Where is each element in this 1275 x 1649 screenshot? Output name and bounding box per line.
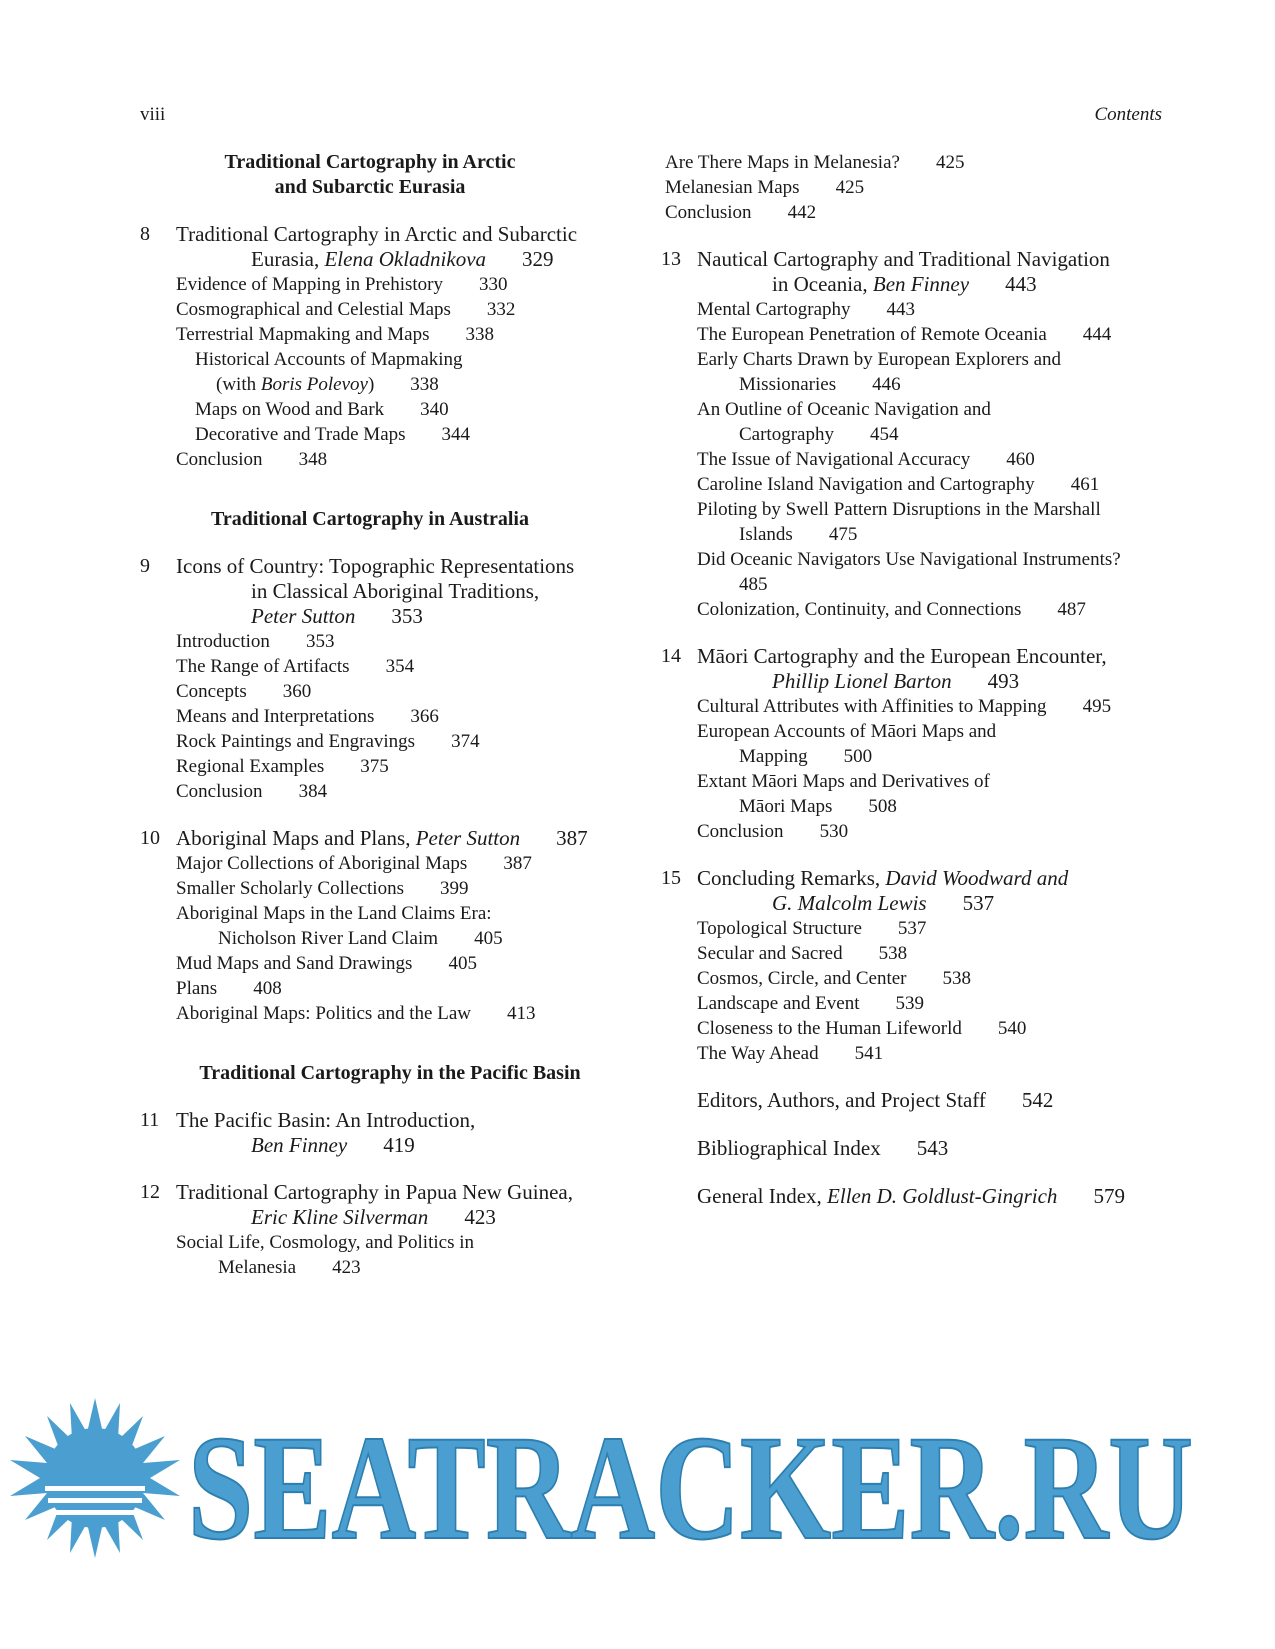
section-title-australia: Traditional Cartography in Australia [211,508,529,530]
chapter-number: 8 [140,223,150,245]
toc-entry: Closeness to the Human Lifeworld 540 [697,1018,1027,1039]
chapter-page: 423 [464,1205,496,1229]
toc-entry: Conclusion 442 [665,202,817,223]
chapter-14 [661,644,1171,844]
chapter-title-cont: Eurasia, [251,247,325,271]
chapter-page: 353 [391,604,423,628]
chapter-number: 15 [661,867,681,889]
chapter-number: 13 [661,248,681,270]
chapter-page: 329 [522,247,554,271]
toc-entry: Conclusion 384 [176,781,328,802]
chapter-9 [140,554,640,804]
toc-end-bibliographical-index: Bibliographical Index 543 [697,1136,949,1160]
toc-entry: Concepts 360 [176,681,312,702]
sun-logo-icon [10,1398,180,1558]
chapter-author: David Woodward and [885,866,1069,890]
toc-entry: Rock Paintings and Engravings 374 [176,731,480,752]
toc-entry: Topological Structure 537 [697,918,927,939]
toc-entry: Mental Cartography 443 [697,299,916,320]
chapter-author: Eric Kline Silverman [251,1205,429,1229]
toc-entry: Are There Maps in Melanesia? 425 [665,152,965,173]
toc-entry: The Range of Artifacts 354 [176,656,415,677]
toc-entry-cont: Islands 475 [739,524,858,545]
chapter-page: 537 [962,891,995,915]
chapter-title: Icons of Country: Topographic Representations [176,554,575,578]
toc-entry-cont: Mapping 500 [739,746,873,767]
section-title-arctic: Traditional Cartography in Arctic and Subarctic Eurasia [224,151,516,198]
chapter-page: 419 [383,1133,415,1157]
toc-entry: Did Oceanic Navigators Use Navigational Instruments? [697,549,1121,570]
toc-entry: Secular and Sacred 538 [697,943,908,964]
toc-entry: Major Collections of Aboriginal Maps 387 [176,853,532,874]
toc-entry: Regional Examples 375 [176,756,389,777]
toc-entry: The Issue of Navigational Accuracy 460 [697,449,1035,470]
chapter-title: The Pacific Basin: An Introduction, [176,1108,476,1132]
toc-entry: Cosmographical and Celestial Maps 332 [176,299,516,320]
toc-end-editors: Editors, Authors, and Project Staff 542 [697,1088,1054,1112]
chapter-title: Traditional Cartography in Papua New Guinea, [176,1180,573,1204]
chapter-author: Elena Okladnikova [324,247,487,271]
chapter-title: Traditional Cartography in Arctic and Subarctic [176,222,578,246]
toc-entry: Extant Māori Maps and Derivatives of [697,771,990,792]
chapter-12 [140,1180,640,1280]
toc-entry-cont: Nicholson River Land Claim 405 [218,928,503,949]
toc-entry: Social Life, Cosmology, and Politics in [176,1232,474,1253]
toc-entry: Piloting by Swell Pattern Disruptions in the Marshall [697,499,1101,520]
toc-entry: Landscape and Event 539 [697,993,924,1014]
toc-entry-cont: Cartography 454 [739,424,899,445]
toc-entry: Melanesian Maps 425 [665,177,865,198]
toc-entry: Conclusion 348 [176,449,328,470]
sun-logo-stripes-icon [45,1486,145,1515]
chapter-number: 10 [140,827,160,849]
chapter-title-cont: in Oceania, [772,272,873,296]
toc-left-column [140,150,640,1280]
chapter-page: 387 [556,826,588,850]
chapter-title: Aboriginal Maps and Plans, [176,826,416,850]
chapter-author: Phillip Lionel Barton [772,669,952,693]
watermark [0,1388,1275,1568]
toc-entry: Early Charts Drawn by European Explorers and [697,349,1062,370]
chapter-number: 12 [140,1181,160,1203]
chapter-15 [661,866,1171,1066]
toc-subentry: Maps on Wood and Bark 340 [195,399,449,420]
running-title: Contents [1094,104,1162,125]
toc-entry-cont: Missionaries 446 [739,374,901,395]
chapter-10 [140,826,640,1026]
toc-entry-cont: Māori Maps 508 [739,796,897,817]
chapter-number: 9 [140,555,150,577]
chapter-number: 14 [661,645,681,667]
toc-right-column [661,150,1171,1232]
toc-entry: Evidence of Mapping in Prehistory 330 [176,274,508,295]
toc-entry: Cosmos, Circle, and Center 538 [697,968,971,989]
toc-entry: Terrestrial Mapmaking and Maps 338 [176,324,495,345]
toc-subentry-cont: (with Boris Polevoy) 338 [216,374,439,395]
toc-entry: Colonization, Continuity, and Connections 487 [697,599,1086,620]
chapter-title: Nautical Cartography and Traditional Navigation [697,247,1110,271]
toc-entry: An Outline of Oceanic Navigation and [697,399,991,420]
toc-subentry: Historical Accounts of Mapmaking [195,349,463,370]
toc-end-general-index: General Index, Ellen D. Goldlust-Gingrich 579 [697,1184,1125,1208]
chapter-page: 443 [1005,272,1037,296]
toc-entry: Caroline Island Navigation and Cartography 461 [697,474,1100,495]
chapter-page: 493 [987,669,1020,693]
toc-entry-cont: 485 [739,574,768,595]
chapter-8 [140,222,640,472]
toc-entry: Aboriginal Maps in the Land Claims Era: [176,903,492,924]
chapter-author-cont: G. Malcolm Lewis [772,891,927,915]
chapter-title-cont: in Classical Aboriginal Traditions, [251,579,540,603]
chapter-author: Peter Sutton [251,604,356,628]
watermark-text: SEATRACKER.RU [188,1405,1193,1568]
chapter-13 [661,247,1171,622]
toc-entry: Smaller Scholarly Collections 399 [176,878,469,899]
chapter-title: Concluding Remarks, [697,866,886,890]
chapter-title: Māori Cartography and the European Encounter, [697,644,1107,668]
chapter-author: Ben Finney [872,272,970,296]
toc-entry: Mud Maps and Sand Drawings 405 [176,953,477,974]
chapter-author: Ben Finney [251,1133,348,1157]
toc-entry: Means and Interpretations 366 [176,706,439,727]
chapter-11 [140,1108,640,1158]
toc-entry: Conclusion 530 [697,821,849,842]
toc-subentry: Decorative and Trade Maps 344 [195,424,471,445]
toc-entry: Cultural Attributes with Affinities to Mapping 495 [697,696,1112,717]
toc-entry: The Way Ahead 541 [697,1043,884,1064]
toc-entry: The European Penetration of Remote Oceania 444 [697,324,1112,345]
chapter-number: 11 [140,1109,160,1131]
section-title-pacific: Traditional Cartography in the Pacific Basin [199,1062,581,1084]
page-number: viii [140,104,166,125]
toc-entry: Introduction 353 [176,631,335,652]
chapter-author: Peter Sutton [415,826,521,850]
toc-entry: European Accounts of Māori Maps and [697,721,997,742]
toc-entry: Plans 408 [176,978,282,999]
toc-entry: Aboriginal Maps: Politics and the Law 413 [176,1003,536,1024]
toc-entry-cont: Melanesia 423 [218,1257,361,1278]
